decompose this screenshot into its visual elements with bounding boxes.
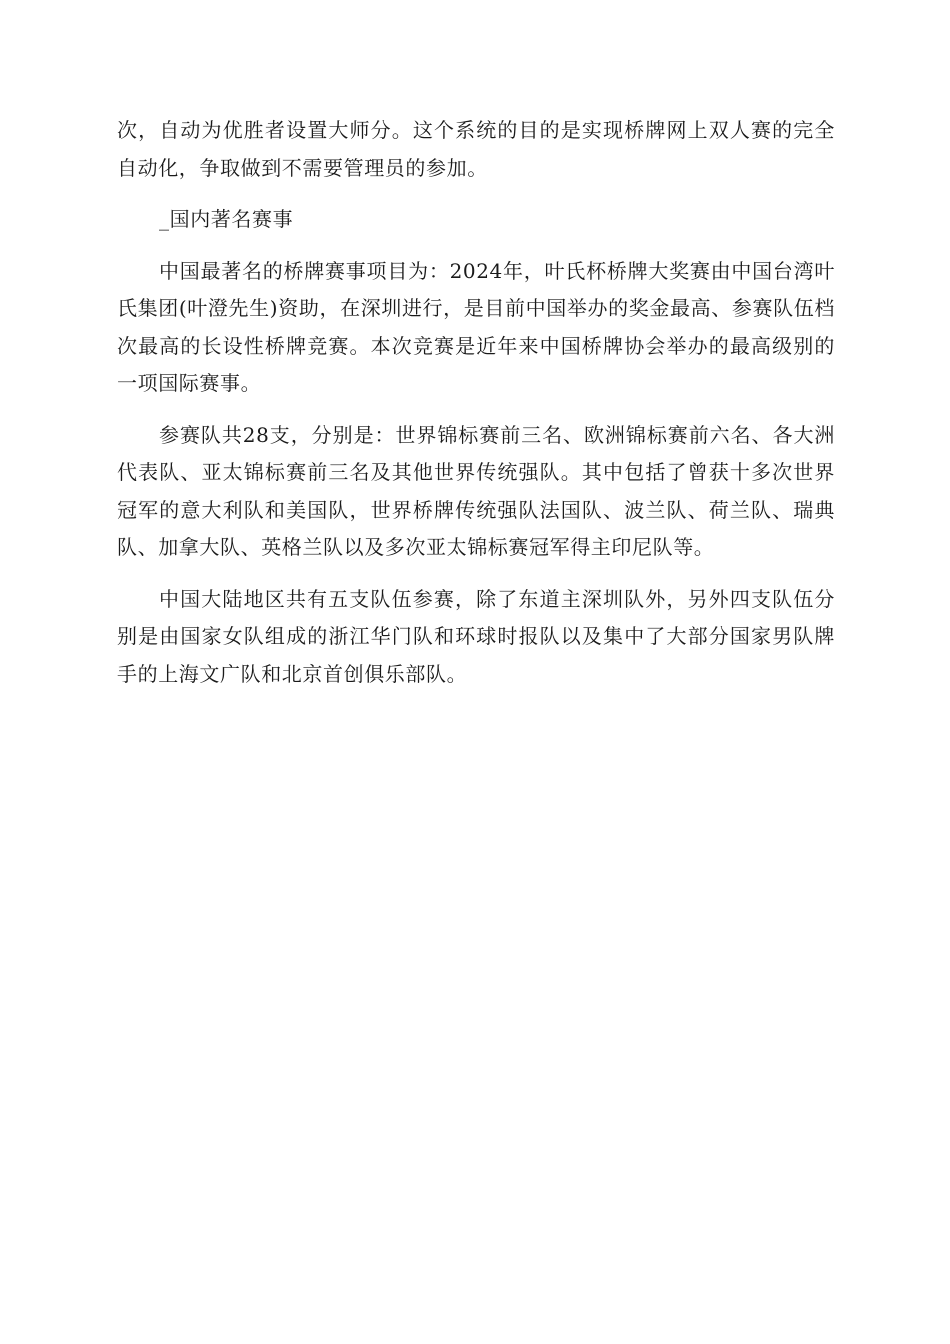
paragraph-participating-teams: 参赛队共28支，分别是：世界锦标赛前三名、欧洲锦标赛前六名、各大洲代表队、亚太锦标赛前三名及其他世界传统强队。其中包括了曾获十多次世界冠军的意大利队和美国队，世界桥牌传统强队法国队、波兰队、荷兰队、瑞典队、加拿大队、英格兰队以及多次亚太锦标赛冠军得主印尼队等。 bbox=[117, 422, 835, 559]
paragraph-continuation: 次，自动为优胜者设置大师分。这个系统的目的是实现桥牌网上双人赛的完全自动化，争取做到不需要管理员的参加。 bbox=[117, 118, 835, 180]
section-heading: _国内著名赛事 bbox=[159, 207, 294, 231]
paragraph-mainland-teams: 中国大陆地区共有五支队伍参赛，除了东道主深圳队外，另外四支队伍分别是由国家女队组成的浙江华门队和环球时报队以及集中了大部分国家男队牌手的上海文广队和北京首创俱乐部队。 bbox=[117, 586, 835, 686]
document-body bbox=[117, 112, 835, 707]
paragraph-tournament-intro: 中国最著名的桥牌赛事项目为：2024年，叶氏杯桥牌大奖赛由中国台湾叶氏集团(叶澄先生)资助，在深圳进行，是目前中国举办的奖金最高、参赛队伍档次最高的长设性桥牌竞赛。本次竞赛是近年来中国桥牌协会举办的最高级别的一项国际赛事。 bbox=[117, 258, 835, 395]
